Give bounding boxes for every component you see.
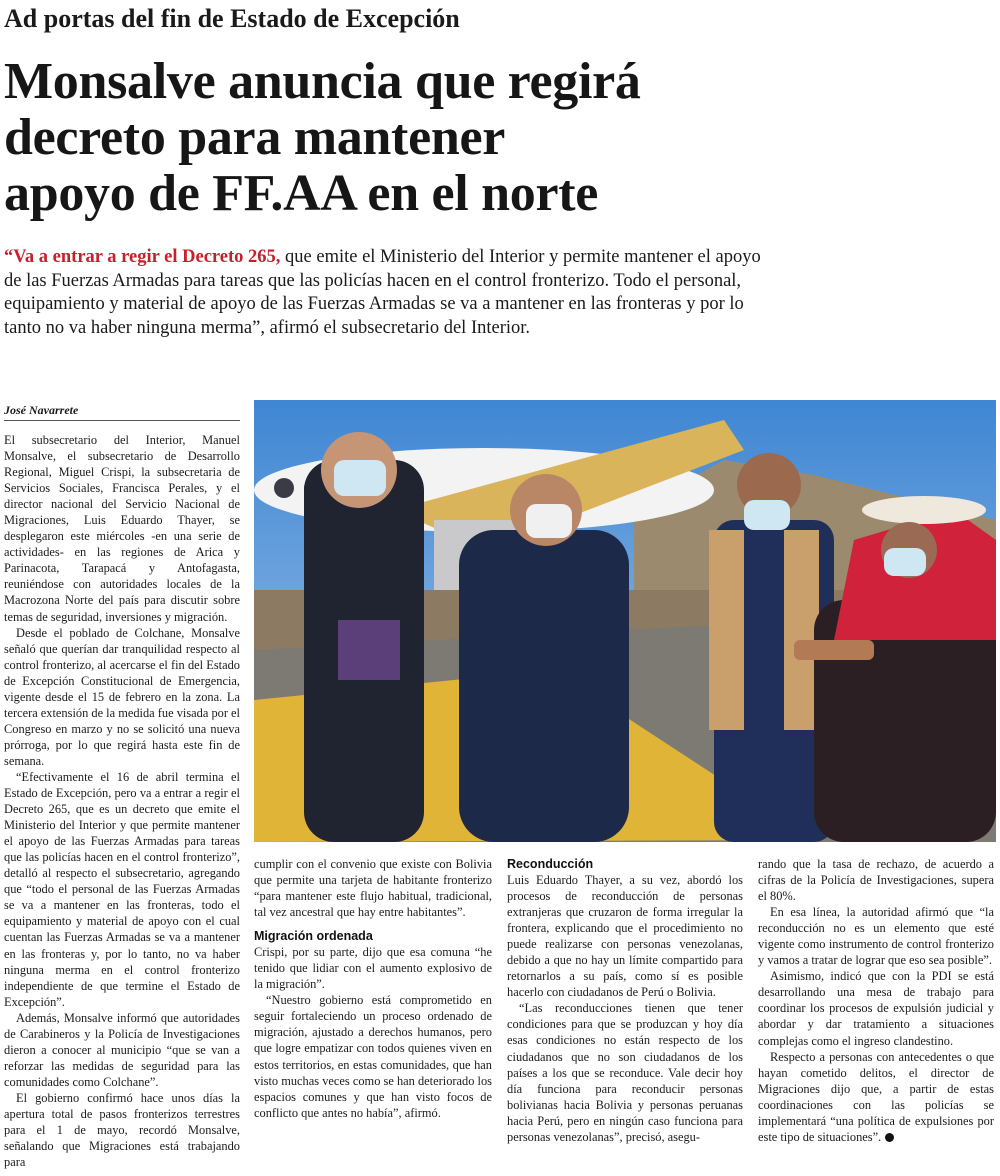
paragraph: El subsecretario del Interior, Manuel Monsalve, el subsecretario de Desarrollo Regional, Miguel Crispi, la subsecretaria de Servicios Sociales, Francisca Perales, y el director nacional del Servicio Nacional de Migraciones, Luis Eduardo Thayer, se desplegaron este miércoles -en una serie de actividades- en las regiones de Arica y Parinacota, Tarapacá y Antofagasta, reuniéndose con autoridades locales de la Macrozona Norte del país para discutir sobre temas de seguridad, inversiones y migración.: [4, 433, 240, 624]
paragraph-text: Respecto a personas con antecedentes o que hayan cometido delitos, el director de Migraciones dijo que, a partir de estas coordinaciones con las policías se implementará “una política de expulsiones por este tipo de situaciones”.: [758, 1049, 994, 1144]
paragraph: En esa línea, la autoridad afirmó que “la reconducción no es un elemento que esté vigente como instrumento de control fronterizo y vamos a tratar de lograr que eso sea posible”.: [758, 905, 994, 968]
paragraph: Luis Eduardo Thayer, a su vez, abordó los procesos de reconducción de personas extranjeras que cruzaron de forma irregular la frontera, explicando que el procedimiento no puede realizarse con personas venezolanas, debido a que no hay un límite compartido para retornarlos a su país, como sí es posible hacerlo con ciudadanos de Perú o Bolivia.: [507, 873, 743, 1000]
byline: José Navarrete: [4, 402, 240, 421]
headline-line-2: decreto para mantener: [4, 109, 506, 166]
paragraph: Además, Monsalve informó que autoridades de Carabineros y la Policía de Investigaciones dieron a conocer al municipio “que se van a reforzar las medidas de seguridad para las comunidades como Colchane”.: [4, 1010, 240, 1089]
subheading: Migración ordenada: [254, 929, 373, 944]
paragraph: El gobierno confirmó hace unos días la apertura total de pasos fronterizos terrestres para el 1 de mayo, recordó Monsalve, señalando que Migraciones está trabajando para: [4, 1090, 240, 1170]
article-column-1: [4, 432, 240, 1170]
lede: [4, 246, 764, 340]
news-photo: [254, 400, 996, 842]
article-column-3: [507, 856, 743, 1145]
kicker: Ad portas del fin de Estado de Excepción: [4, 4, 460, 33]
article-column-2: [254, 856, 492, 1121]
subheading: Reconducción: [507, 857, 594, 871]
headline-line-1: Monsalve anuncia que regirá: [4, 53, 641, 110]
paragraph: Desde el poblado de Colchane, Monsalve señaló que querían dar tranquilidad respecto al control fronterizo, al acercarse el fin del Estado de Excepción Constitucional de Emergencia, vigente desde el 15 de febrero en la zona. La tercera extensión de la medida fue visada por el Congreso en marzo y no se solicitó una nueva prórroga, por lo que regirá hasta este fin de semana.: [4, 625, 241, 768]
paragraph: rando que la tasa de rechazo, de acuerdo a cifras de la Policía de Investigaciones, supera el 80%.: [758, 857, 994, 904]
paragraph: Crispi, por su parte, dijo que esa comuna “he tenido que lidiar con el aumento explosivo de la migración”.: [254, 945, 492, 992]
paragraph: cumplir con el convenio que existe con Bolivia que permite una tarjeta de habitante fronterizo “para mantener este flujo habitual, tradicional, tal vez ancestral que hay entre habitantes”.: [254, 857, 492, 920]
lede-rest: que emite el Ministerio del Interior y permite mantener el apoyo de las Fuerzas Armadas para tareas que las policías hacen en el control fronterizo. Todo el personal, equipamiento y material de apoyo de las Fuerzas Armadas se va a mantener en las fronteras y por lo tanto no va haber ninguna merma”, afirmó el subsecretario del Interior.: [4, 247, 761, 338]
article-column-4: [758, 856, 994, 1145]
paragraph: Asimismo, indicó que con la PDI se está desarrollando una mesa de trabajo para coordinar los procesos de expulsión judicial y abordar y dar tratamiento a situaciones complejas como el ingreso clandestino.: [758, 969, 994, 1048]
headline: [4, 54, 904, 222]
end-of-article-icon: [885, 1133, 894, 1142]
headline-line-3: apoyo de FF.AA en el norte: [4, 165, 599, 222]
paragraph: “Nuestro gobierno está comprometido en seguir fortaleciendo un proceso ordenado de migración, ajustado a derechos humanos, pero que logre empatizar con todos quienes viven en estos territorios, en estas comunidades, que han visto muchas veces como se han deteriorado los espacios comunes y que han visto focos de conflicto que antes no había”, afirmó.: [254, 993, 492, 1120]
photo-image: [254, 400, 996, 842]
paragraph: [758, 1049, 994, 1145]
paragraph: “Efectivamente el 16 de abril termina el Estado de Excepción, pero va a entrar a regir el Decreto 265, que es un decreto que emite el Ministerio del Interior y que permite mantener el apoyo de las Fuerzas Armadas para tareas que las policías hacen en el control fronterizo”, detalló al respecto el subsecretario, agregando que “todo el personal de las Fuerzas Armadas se va a mantener en las fronteras, todo el equipamiento y material de apoyo con el cual cuentan las Fuerzas Armadas se va a mantener en las fronteras y, por lo tanto, no va haber ninguna merma en el control fronterizo independiente de que termine el Estado de Excepción”.: [4, 769, 240, 1009]
lede-highlight: “Va a entrar a regir el Decreto 265,: [4, 247, 281, 267]
paragraph: “Las reconducciones tienen que tener condiciones para que se produzcan y hoy día esas condiciones no están respecto de los ciudadanos que no son ciudadanos de los países a los que se reconduce. Vale decir hoy día funciona para reconducir personas bolivianas hacia Bolivia y personas peruanas hacia Perú, pero en ningún caso funciona para personas venezolanas”, precisó, asegu-: [507, 1001, 743, 1144]
